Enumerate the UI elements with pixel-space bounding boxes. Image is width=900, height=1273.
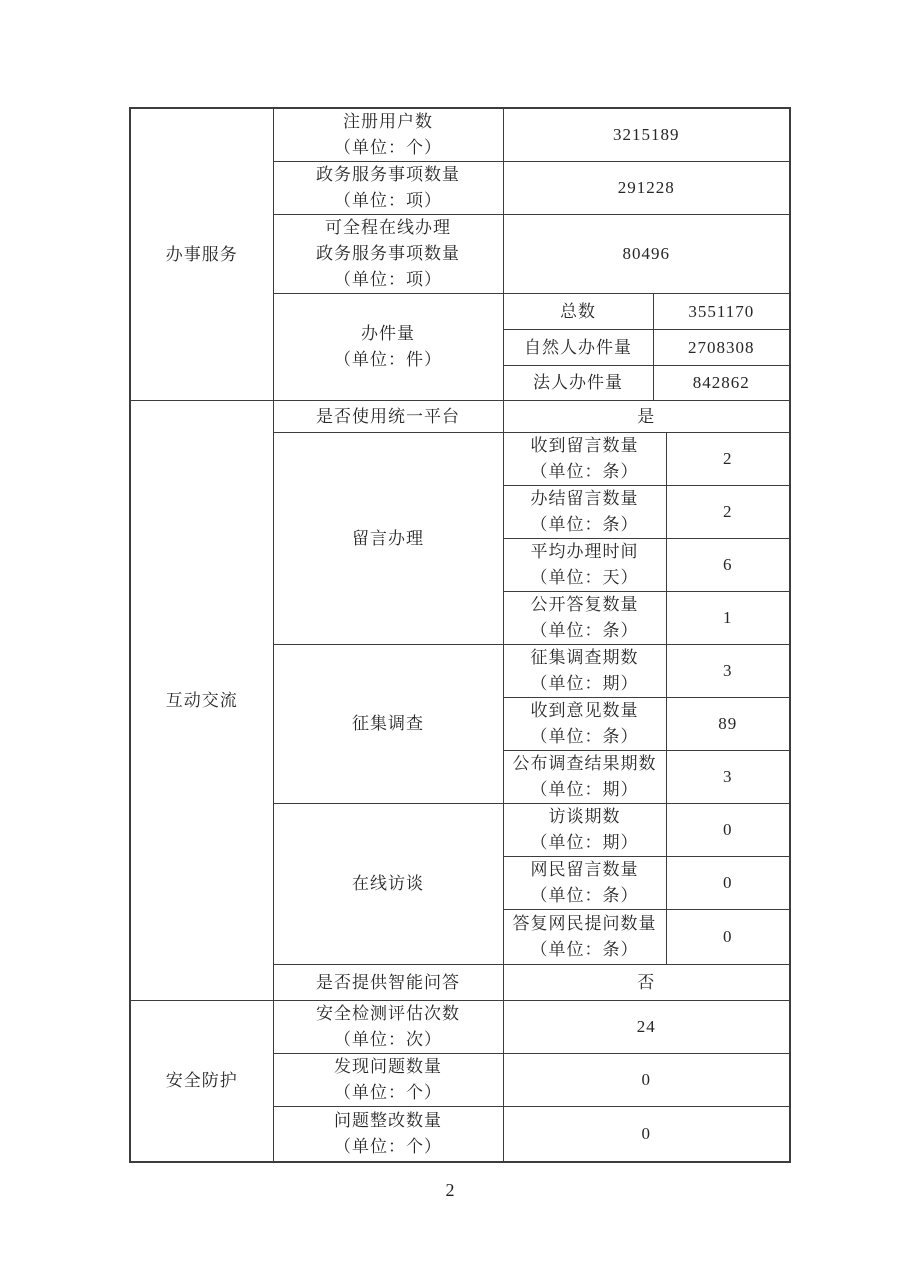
- metric-label-registered-users: [273, 108, 503, 162]
- metric-label-smart-qa: 是否提供智能问答: [273, 965, 503, 1001]
- metric-label-full-online-items: [273, 215, 503, 294]
- metric-name: 公布调查结果期数: [512, 754, 657, 773]
- metric-value-smart-qa: 否: [503, 965, 790, 1001]
- metric-value-security-assessments: 24: [503, 1001, 790, 1054]
- metric-unit: （单位：期）: [530, 674, 639, 693]
- metric-label-gov-service-items: [273, 162, 503, 215]
- submetric-label-survey-opinions: [503, 698, 666, 751]
- submetric-value-total: 3551170: [653, 294, 790, 330]
- submetric-label-natural-person: 自然人办件量: [503, 330, 653, 366]
- submetric-label-survey-issues: [503, 645, 666, 698]
- metric-name: 网民留言数量: [530, 860, 639, 879]
- row-security-assessments: [130, 1001, 790, 1054]
- submetric-value-messages-received: 2: [666, 433, 790, 486]
- metric-value-problems-found: 0: [503, 1054, 790, 1107]
- metric-name: 征集调查期数: [530, 648, 639, 667]
- metric-label-problems-rectified: [273, 1107, 503, 1162]
- metric-name: 安全检测评估次数: [316, 1004, 460, 1023]
- submetric-value-survey-issues: 3: [666, 645, 790, 698]
- group-label-survey: 征集调查: [273, 645, 503, 804]
- category-label-interaction: 互动交流: [165, 690, 238, 710]
- metric-unit: （单位：条）: [530, 515, 639, 534]
- metric-unit: （单位：期）: [530, 780, 639, 799]
- row-unified-platform: [130, 401, 790, 433]
- submetric-value-survey-results: 3: [666, 751, 790, 804]
- metric-name: 办结留言数量: [530, 489, 639, 508]
- metric-value-gov-service-items: 291228: [503, 162, 790, 215]
- submetric-value-legal-person: 842862: [653, 366, 790, 401]
- submetric-label-survey-results: [503, 751, 666, 804]
- metric-unit: （单位：条）: [530, 462, 639, 481]
- metric-name: 平均办理时间: [530, 542, 639, 561]
- metric-unit: （单位：个）: [334, 1136, 442, 1156]
- metric-name: 政务服务事项数量: [316, 165, 460, 184]
- metric-value-registered-users: 3215189: [503, 108, 790, 162]
- category-cell-security: [130, 1001, 273, 1162]
- metric-value-unified-platform: 是: [503, 401, 790, 433]
- metric-unit: （单位：条）: [530, 940, 639, 959]
- submetric-label-question-replies: [503, 910, 666, 965]
- submetric-label-total: 总数: [503, 294, 653, 330]
- submetric-label-legal-person: 法人办件量: [503, 366, 653, 401]
- metric-unit: （单位：条）: [530, 727, 639, 746]
- submetric-label-messages-completed: [503, 486, 666, 539]
- metric-name: 访谈期数: [548, 807, 621, 826]
- submetric-value-public-replies: 1: [666, 592, 790, 645]
- report-table: [129, 107, 791, 1163]
- metric-label-case-volume: [273, 294, 503, 401]
- metric-value-problems-rectified: 0: [503, 1107, 790, 1162]
- submetric-value-avg-handle-time: 6: [666, 539, 790, 592]
- page-number: 2: [445, 1180, 455, 1200]
- submetric-label-avg-handle-time: [503, 539, 666, 592]
- metric-unit: （单位：个）: [334, 1083, 442, 1102]
- metric-unit: （单位：件）: [334, 350, 442, 369]
- metric-name: 发现问题数量: [334, 1057, 442, 1076]
- metric-unit: （单位：项）: [334, 270, 442, 289]
- metric-name: 收到留言数量: [530, 436, 639, 455]
- metric-unit: （单位：次）: [334, 1030, 442, 1049]
- metric-label-unified-platform: 是否使用统一平台: [273, 401, 503, 433]
- metric-label-security-assessments: [273, 1001, 503, 1054]
- metric-name: 注册用户数: [343, 112, 433, 131]
- submetric-value-survey-opinions: 89: [666, 698, 790, 751]
- group-label-online-interview: 在线访谈: [273, 804, 503, 965]
- metric-unit: （单位：期）: [530, 833, 639, 852]
- submetric-value-interview-sessions: 0: [666, 804, 790, 857]
- metric-value-full-online-items: 80496: [503, 215, 790, 294]
- metric-name: 办件量: [361, 324, 415, 343]
- category-cell-service: [130, 108, 273, 401]
- submetric-value-netizen-messages: 0: [666, 857, 790, 910]
- group-label-message-handling: 留言办理: [273, 433, 503, 645]
- metric-name: 可全程在线办理: [325, 218, 451, 237]
- metric-label-problems-found: [273, 1054, 503, 1107]
- submetric-label-interview-sessions: [503, 804, 666, 857]
- metric-name: 答复网民提问数量: [512, 914, 657, 933]
- metric-unit: （单位：项）: [334, 191, 442, 210]
- submetric-value-natural-person: 2708308: [653, 330, 790, 366]
- metric-unit: （单位：个）: [334, 138, 442, 157]
- category-label-security: 安全防护: [165, 1070, 238, 1090]
- submetric-label-public-replies: [503, 592, 666, 645]
- metric-unit: （单位：条）: [530, 886, 639, 905]
- submetric-value-messages-completed: 2: [666, 486, 790, 539]
- row-registered-users: [130, 108, 790, 162]
- submetric-label-netizen-messages: [503, 857, 666, 910]
- submetric-label-messages-received: [503, 433, 666, 486]
- metric-name: 问题整改数量: [334, 1110, 442, 1130]
- category-label-service: 办事服务: [165, 244, 238, 264]
- submetric-value-question-replies: 0: [666, 910, 790, 965]
- metric-unit: （单位：条）: [530, 621, 639, 640]
- metric-name: 收到意见数量: [530, 701, 639, 720]
- metric-name-line2: 政务服务事项数量: [316, 244, 460, 263]
- report-table-container: [129, 107, 791, 1163]
- metric-name: 公开答复数量: [530, 595, 639, 614]
- metric-unit: （单位：天）: [530, 568, 639, 587]
- category-cell-interaction: [130, 401, 273, 1001]
